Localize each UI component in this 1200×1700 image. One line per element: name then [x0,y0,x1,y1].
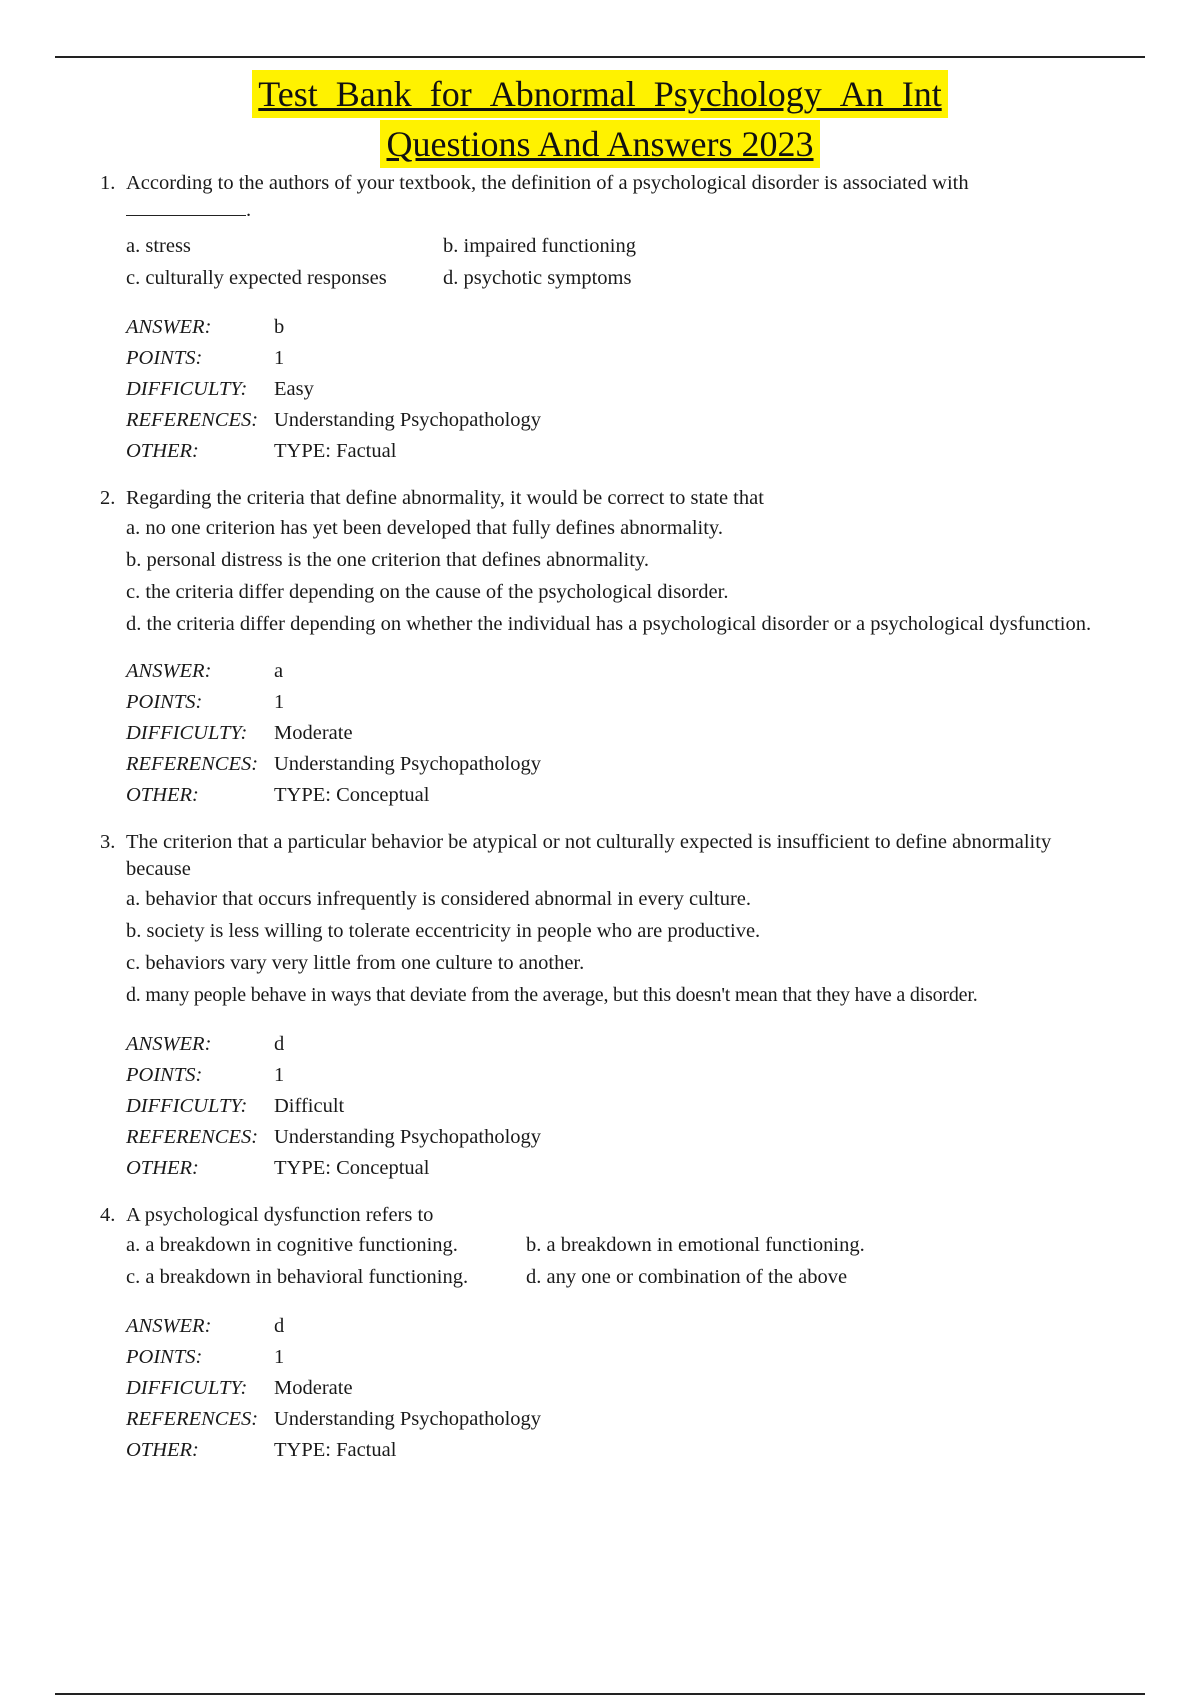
question-metadata [126,1311,1110,1466]
question-number: 3. [100,831,116,853]
question-stem: A psychological dysfunction refers to [126,1204,434,1226]
answer-label: ANSWER: [126,660,212,682]
title-line-2: Questions And Answers 2023 [380,120,819,168]
answer-value: d [274,1315,285,1337]
option-b: b. a breakdown in emotional functioning. [526,1234,865,1256]
references-value: Understanding Psychopathology [274,753,542,775]
question-number: 4. [100,1204,116,1226]
difficulty-value: Moderate [274,1377,353,1399]
points-value: 1 [274,347,285,369]
question-stem: Regarding the criteria that define abnormality, it would be correct to state that [126,487,764,509]
other-value: TYPE: Conceptual [274,784,430,806]
answer-value: b [274,316,285,338]
other-label: OTHER: [126,440,199,462]
other-label: OTHER: [126,784,199,806]
points-label: POINTS: [126,347,203,369]
option-c: c. the criteria differ depending on the cause of the psychological disorder. [126,581,729,603]
question-metadata [126,656,1110,811]
option-c: c. behaviors vary very little from one culture to another. [126,952,585,974]
answer-blank [126,197,246,216]
difficulty-label: DIFFICULTY: [126,722,248,744]
option-d: d. the criteria differ depending on whether the individual has a psychological disorder or a psychological dysfunction. [126,613,1092,635]
question-metadata [126,1029,1110,1184]
option-d: d. psychotic symptoms [443,267,632,289]
option-a: a. no one criterion has yet been developed that fully defines abnormality. [126,517,723,539]
other-value: TYPE: Factual [274,1439,397,1461]
document-title [0,70,1200,168]
question-2 [100,485,1110,811]
other-value: TYPE: Conceptual [274,1157,430,1179]
option-b: b. society is less willing to tolerate eccentricity in people who are productive. [126,920,761,942]
question-number: 1. [100,172,116,194]
top-rule [55,56,1145,58]
option-c: c. culturally expected responses [126,267,387,289]
references-label: REFERENCES: [126,1126,259,1148]
question-stem: According to the authors of your textbook, the definition of a psychological disorder is associated with . [126,172,969,221]
other-value: TYPE: Factual [274,440,397,462]
difficulty-label: DIFFICULTY: [126,1377,248,1399]
answer-value: a [274,660,284,682]
references-label: REFERENCES: [126,409,259,431]
references-value: Understanding Psychopathology [274,1408,542,1430]
bottom-rule [55,1693,1145,1695]
points-label: POINTS: [126,691,203,713]
option-a: a. stress [126,235,191,257]
question-4 [100,1202,1110,1466]
title-line-1: Test_Bank_for_Abnormal_Psychology_An_Int [252,70,947,118]
question-3 [100,829,1110,1184]
option-d: d. any one or combination of the above [526,1266,848,1288]
question-number: 2. [100,487,116,509]
references-label: REFERENCES: [126,1408,259,1430]
difficulty-label: DIFFICULTY: [126,378,248,400]
references-value: Understanding Psychopathology [274,1126,542,1148]
references-label: REFERENCES: [126,753,259,775]
points-label: POINTS: [126,1064,203,1086]
question-list [100,170,1110,1484]
option-b: b. personal distress is the one criterion that defines abnormality. [126,549,649,571]
question-1 [100,170,1110,467]
option-d: d. many people behave in ways that deviate from the average, but this doesn't mean that they have a disorder. [126,984,978,1006]
difficulty-value: Difficult [274,1095,345,1117]
difficulty-value: Moderate [274,722,353,744]
other-label: OTHER: [126,1439,199,1461]
points-label: POINTS: [126,1346,203,1368]
question-metadata [126,312,1110,467]
option-c: c. a breakdown in behavioral functioning. [126,1266,469,1288]
other-label: OTHER: [126,1157,199,1179]
options [126,1229,1110,1293]
answer-value: d [274,1033,285,1055]
option-a: a. a breakdown in cognitive functioning. [126,1234,458,1256]
options [126,512,1110,638]
question-stem: The criterion that a particular behavior be atypical or not culturally expected is insufficient to define abnormality because [126,831,1052,880]
difficulty-value: Easy [274,378,314,400]
points-value: 1 [274,1346,285,1368]
difficulty-label: DIFFICULTY: [126,1095,248,1117]
answer-label: ANSWER: [126,316,212,338]
option-b: b. impaired functioning [443,235,636,257]
references-value: Understanding Psychopathology [274,409,542,431]
option-a: a. behavior that occurs infrequently is considered abnormal in every culture. [126,888,752,910]
options [126,230,1110,294]
answer-label: ANSWER: [126,1033,212,1055]
options [126,883,1110,1011]
points-value: 1 [274,1064,285,1086]
answer-label: ANSWER: [126,1315,212,1337]
points-value: 1 [274,691,285,713]
